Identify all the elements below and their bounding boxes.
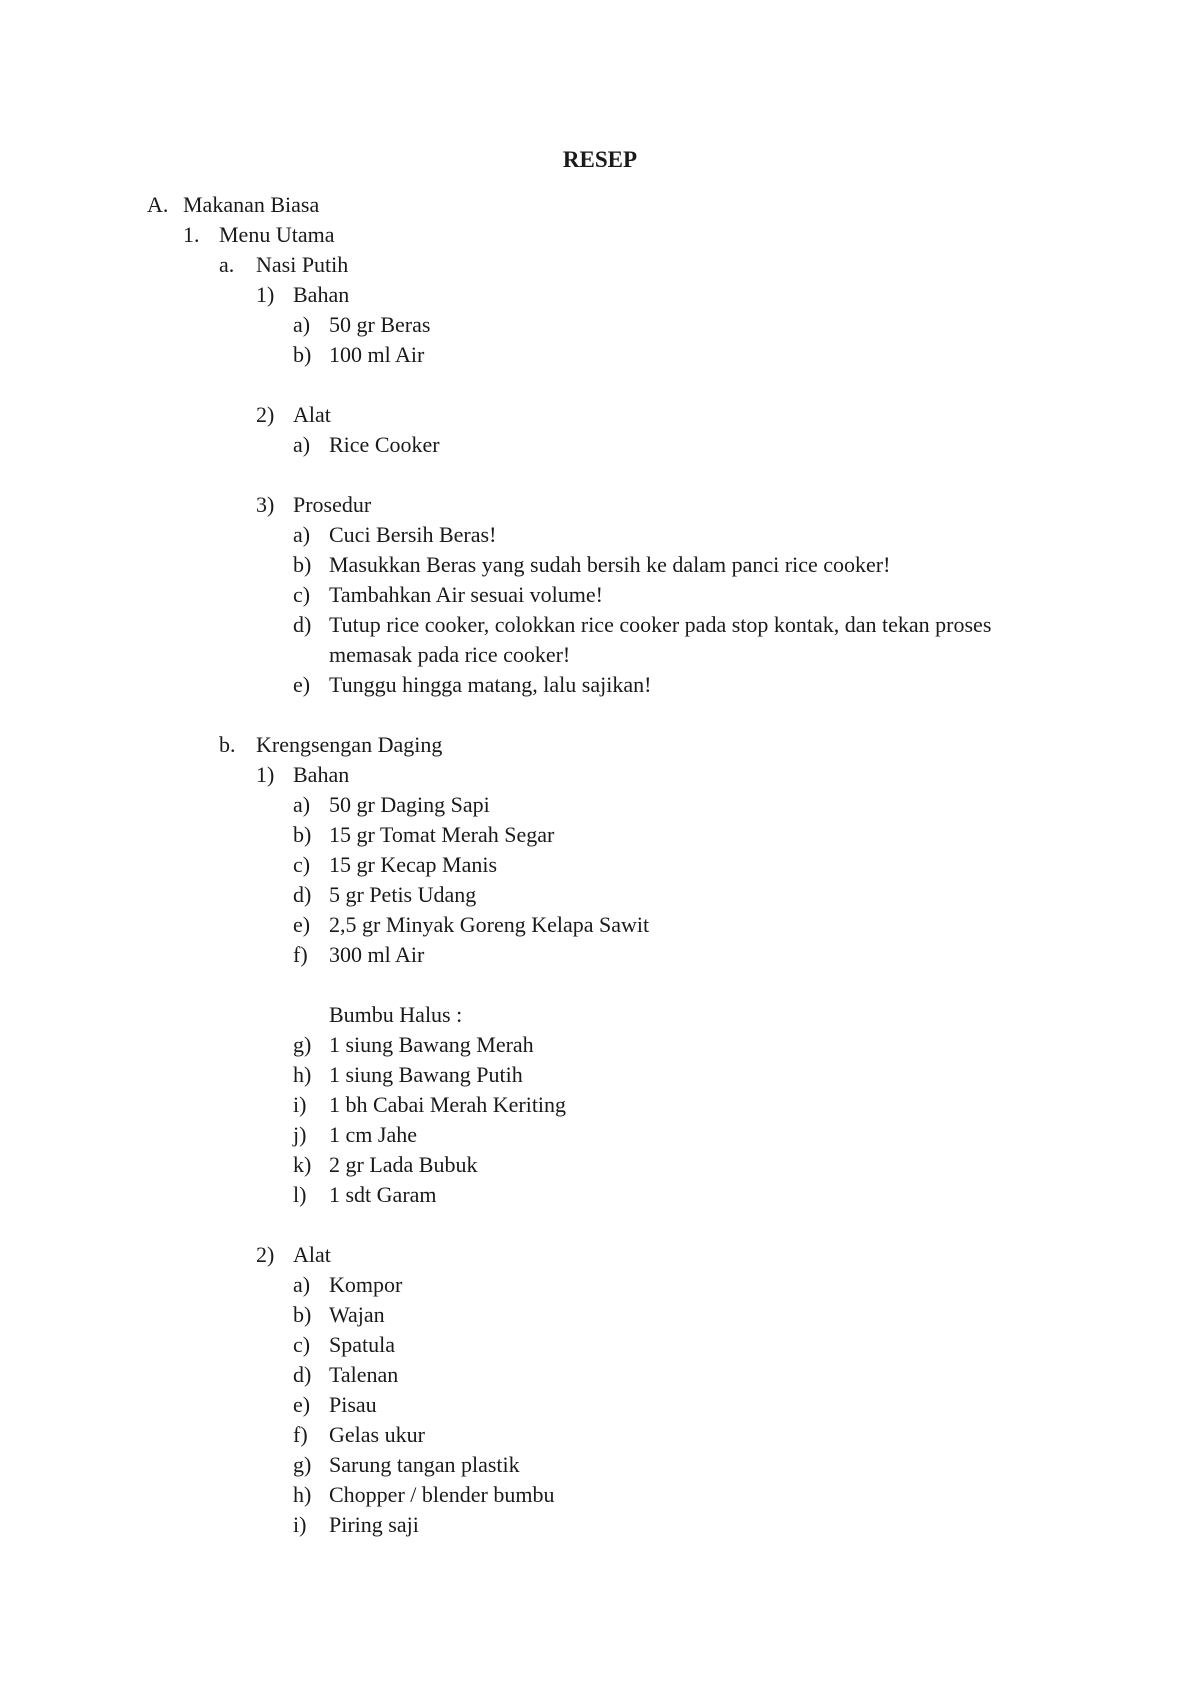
list-item bbox=[0, 1330, 1200, 1360]
list-item-text: Masukkan Beras yang sudah bersih ke dalam panci rice cooker! bbox=[329, 552, 891, 577]
list-item bbox=[0, 580, 1200, 610]
list-marker: 3) bbox=[256, 492, 275, 517]
list-item-text: 50 gr Beras bbox=[329, 312, 431, 337]
list-item bbox=[0, 1390, 1200, 1420]
list-marker: c) bbox=[293, 852, 311, 877]
list-marker: f) bbox=[293, 942, 308, 967]
list-marker: h) bbox=[293, 1482, 312, 1507]
list-item bbox=[0, 1150, 1200, 1180]
list-marker: b. bbox=[219, 732, 236, 757]
dish-heading bbox=[0, 250, 1200, 280]
list-marker: i) bbox=[293, 1092, 307, 1117]
list-item-text: 15 gr Tomat Merah Segar bbox=[329, 822, 555, 847]
list-marker: 1. bbox=[183, 222, 200, 247]
list-marker: d) bbox=[293, 882, 312, 907]
list-item-text: Spatula bbox=[329, 1332, 395, 1357]
list-marker: f) bbox=[293, 1422, 308, 1447]
list-item-text: 2 gr Lada Bubuk bbox=[329, 1152, 478, 1177]
spacer bbox=[0, 460, 1200, 490]
list-marker: c) bbox=[293, 1332, 311, 1357]
list-item-text: Tunggu hingga matang, lalu sajikan! bbox=[329, 672, 652, 697]
list-item bbox=[0, 1270, 1200, 1300]
list-marker: a. bbox=[219, 252, 235, 277]
list-item bbox=[0, 1360, 1200, 1390]
list-item-text: 2,5 gr Minyak Goreng Kelapa Sawit bbox=[329, 912, 650, 937]
list-item-text: Gelas ukur bbox=[329, 1422, 425, 1447]
list-marker: e) bbox=[293, 672, 311, 697]
dish-label: Krengsengan Daging bbox=[256, 732, 443, 757]
spacer bbox=[0, 1210, 1200, 1240]
list-item-text: 300 ml Air bbox=[329, 942, 425, 967]
list-item bbox=[0, 610, 1200, 670]
list-marker: l) bbox=[293, 1182, 307, 1207]
subsection-heading bbox=[0, 400, 1200, 430]
list-marker: a) bbox=[293, 312, 311, 337]
list-item bbox=[0, 1420, 1200, 1450]
list-item bbox=[0, 1120, 1200, 1150]
list-item bbox=[0, 1510, 1200, 1540]
list-marker: g) bbox=[293, 1032, 312, 1057]
list-marker: b) bbox=[293, 822, 312, 847]
list-item-text: 1 siung Bawang Merah bbox=[329, 1032, 534, 1057]
list-item-text: Rice Cooker bbox=[329, 432, 440, 457]
list-marker: h) bbox=[293, 1062, 312, 1087]
list-item bbox=[0, 670, 1200, 700]
subsection-heading bbox=[0, 490, 1200, 520]
list-marker: a) bbox=[293, 1272, 311, 1297]
subsection-heading bbox=[0, 760, 1200, 790]
spacer bbox=[0, 370, 1200, 400]
list-item-text: Piring saji bbox=[329, 1512, 419, 1537]
list-marker: 1) bbox=[256, 762, 275, 787]
list-item bbox=[0, 1180, 1200, 1210]
list-item-text: 5 gr Petis Udang bbox=[329, 882, 477, 907]
list-item-text: 100 ml Air bbox=[329, 342, 425, 367]
list-item-text: Wajan bbox=[329, 1302, 385, 1327]
list-item bbox=[0, 1300, 1200, 1330]
list-item bbox=[0, 1450, 1200, 1480]
list-item bbox=[0, 880, 1200, 910]
list-item-text: 50 gr Daging Sapi bbox=[329, 792, 490, 817]
list-marker: 1) bbox=[256, 282, 275, 307]
list-marker: j) bbox=[293, 1122, 307, 1147]
list-item bbox=[0, 1480, 1200, 1510]
list-item-text: 1 bh Cabai Merah Keriting bbox=[329, 1092, 567, 1117]
list-marker: 2) bbox=[256, 1242, 275, 1267]
list-marker: c) bbox=[293, 582, 311, 607]
list-marker: i) bbox=[293, 1512, 307, 1537]
list-item bbox=[0, 550, 1200, 580]
list-item-text: 1 sdt Garam bbox=[329, 1182, 437, 1207]
list-item bbox=[0, 340, 1200, 370]
list-item bbox=[0, 850, 1200, 880]
list-item bbox=[0, 940, 1200, 970]
dish-heading bbox=[0, 730, 1200, 760]
list-marker: 2) bbox=[256, 402, 275, 427]
list-item-text: Pisau bbox=[329, 1392, 377, 1417]
list-item-text: Tambahkan Air sesuai volume! bbox=[329, 582, 604, 607]
list-item bbox=[0, 430, 1200, 460]
list-item-text: Cuci Bersih Beras! bbox=[329, 522, 497, 547]
subsection-label: Prosedur bbox=[293, 492, 372, 517]
list-item-text: 15 gr Kecap Manis bbox=[329, 852, 498, 877]
list-marker: k) bbox=[293, 1152, 312, 1177]
list-item bbox=[0, 820, 1200, 850]
list-item-text: Chopper / blender bumbu bbox=[329, 1482, 555, 1507]
list-item bbox=[0, 1060, 1200, 1090]
list-item bbox=[0, 310, 1200, 340]
list-marker: a) bbox=[293, 792, 311, 817]
subsection-label: Alat bbox=[293, 402, 331, 427]
list-item bbox=[0, 790, 1200, 820]
spacer bbox=[0, 970, 1200, 1000]
list-marker: d) bbox=[293, 612, 312, 637]
list-marker: A. bbox=[147, 192, 169, 217]
subsection-label: Alat bbox=[293, 1242, 331, 1267]
section-heading bbox=[0, 190, 1200, 220]
list-marker: b) bbox=[293, 1302, 312, 1327]
menu-heading bbox=[0, 220, 1200, 250]
document-title: RESEP bbox=[562, 147, 638, 172]
list-item-text: 1 cm Jahe bbox=[329, 1122, 417, 1147]
bumbu-heading bbox=[0, 1000, 1200, 1030]
dish-label: Nasi Putih bbox=[256, 252, 349, 277]
subsection-label: Bahan bbox=[293, 762, 350, 787]
spacer bbox=[0, 700, 1200, 730]
list-marker: e) bbox=[293, 1392, 311, 1417]
list-item bbox=[0, 520, 1200, 550]
list-item-text: Kompor bbox=[329, 1272, 403, 1297]
list-marker: g) bbox=[293, 1452, 312, 1477]
list-item-text: Talenan bbox=[329, 1362, 399, 1387]
list-item-text: 1 siung Bawang Putih bbox=[329, 1062, 523, 1087]
section-label: Makanan Biasa bbox=[183, 192, 320, 217]
list-item bbox=[0, 1090, 1200, 1120]
list-item-text: Tutup rice cooker, colokkan rice cooker pada stop kontak, dan tekan proses memasak pada rice cooker! bbox=[329, 612, 992, 667]
list-item-text: Sarung tangan plastik bbox=[329, 1452, 520, 1477]
subsection-heading bbox=[0, 280, 1200, 310]
list-marker: b) bbox=[293, 552, 312, 577]
recipe-outline bbox=[0, 190, 1200, 1540]
list-marker: d) bbox=[293, 1362, 312, 1387]
list-marker: a) bbox=[293, 432, 311, 457]
list-item bbox=[0, 1030, 1200, 1060]
bumbu-label: Bumbu Halus : bbox=[329, 1002, 463, 1027]
subsection-label: Bahan bbox=[293, 282, 350, 307]
list-marker: e) bbox=[293, 912, 311, 937]
menu-label: Menu Utama bbox=[219, 222, 335, 247]
subsection-heading bbox=[0, 1240, 1200, 1270]
list-marker: a) bbox=[293, 522, 311, 547]
list-item bbox=[0, 910, 1200, 940]
list-marker: b) bbox=[293, 342, 312, 367]
